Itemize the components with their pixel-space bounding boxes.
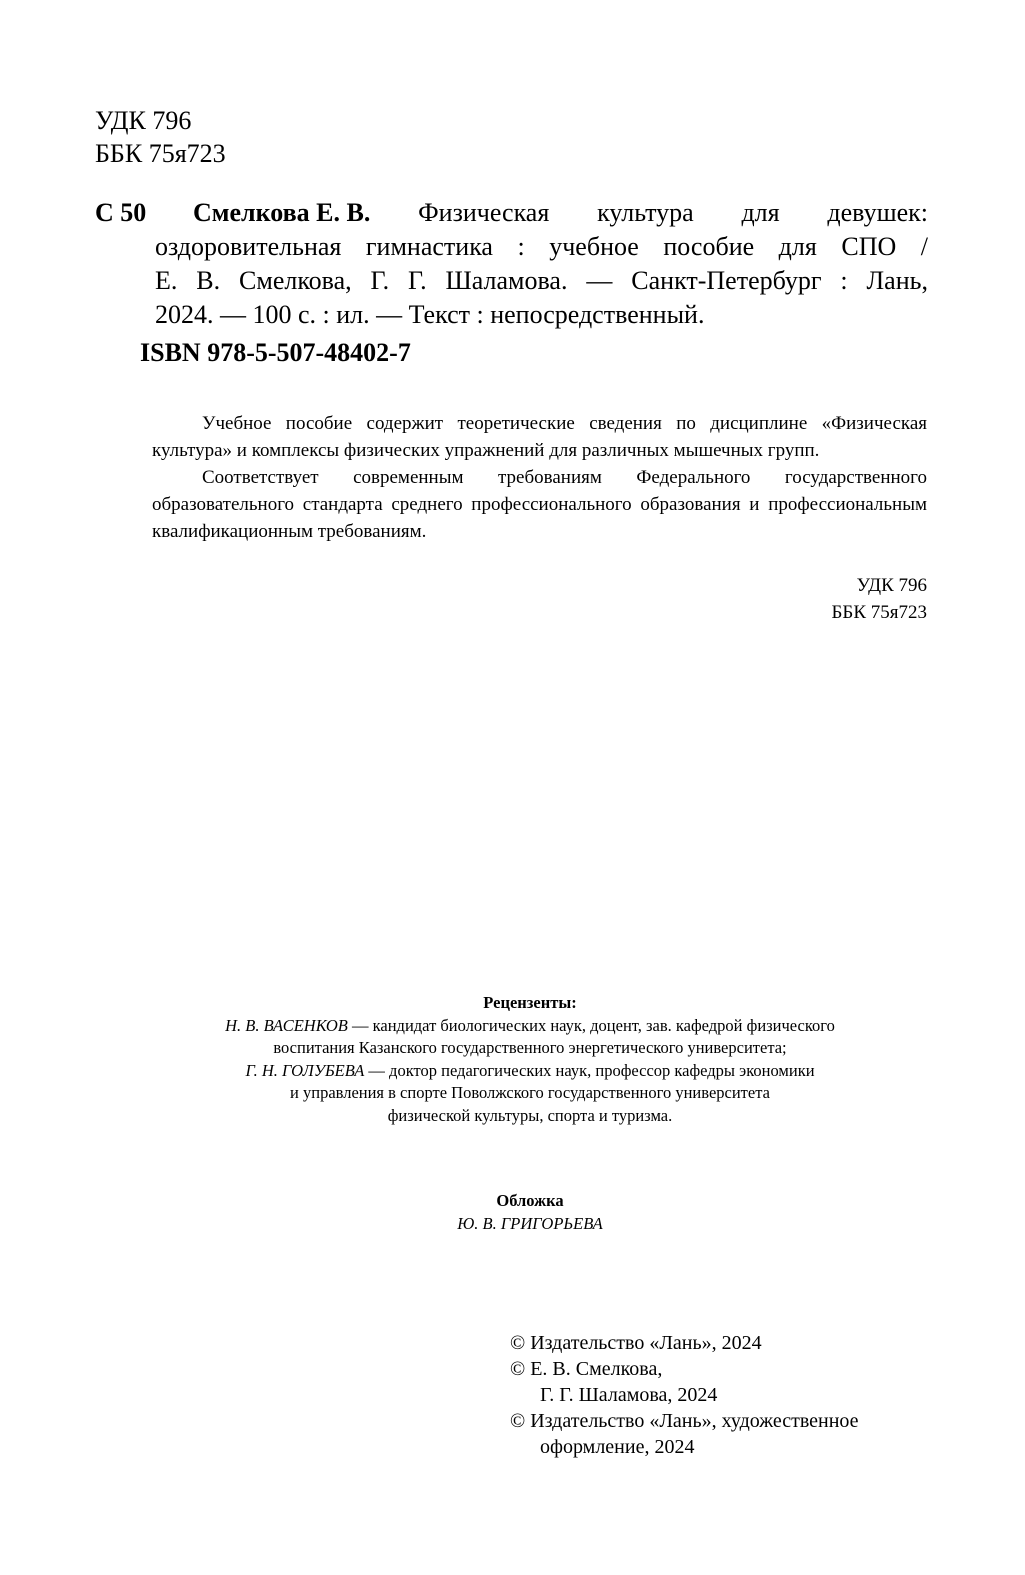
copyright-line-1: © Издательство «Лань», 2024 bbox=[510, 1332, 762, 1354]
bibliographic-record bbox=[95, 196, 928, 332]
biblio-first-line bbox=[95, 196, 928, 230]
cover-designer: Ю. В. ГРИГОРЬЕВА bbox=[457, 1213, 603, 1233]
classification-header bbox=[95, 104, 226, 170]
cover-credit bbox=[150, 1190, 910, 1235]
reviewer-1-name: Н. В. ВАСЕНКОВ bbox=[225, 1015, 348, 1035]
bbk-code-repeat: ББК 75я723 bbox=[831, 602, 927, 623]
biblio-line-4: 2024. — 100 с. : ил. — Текст : непосредственный. bbox=[155, 300, 705, 329]
isbn: ISBN 978-5-507-48402-7 bbox=[140, 338, 411, 367]
biblio-line-3: Е. В. Смелкова, Г. Г. Шаламова. — Санкт-Петербург : Лань, bbox=[155, 266, 928, 295]
reviewer-2-line-3: физической культуры, спорта и туризма. bbox=[387, 1105, 673, 1125]
reviewer-1-line-2: воспитания Казанского государственного энергетического университета; bbox=[273, 1038, 787, 1057]
reviewers-block bbox=[150, 992, 910, 1127]
reviewer-1-desc: — кандидат биологических наук, доцент, зав. кафедрой физического bbox=[347, 1015, 835, 1035]
copyright-line-4: © Издательство «Лань», художественное bbox=[510, 1410, 859, 1432]
reviewer-1-line-1 bbox=[150, 1015, 910, 1038]
bbk-code: ББК 75я723 bbox=[95, 139, 226, 168]
classification-footer bbox=[832, 572, 927, 626]
author-mark: С 50 bbox=[95, 198, 147, 227]
reviewer-2-desc: — доктор педагогических наук, профессор кафедры экономики bbox=[364, 1060, 815, 1080]
annotation-paragraph-1: Учебное пособие содержит теоретические сведения по дисциплине «Физическая культура» и комплексы физических упражнений для различных мышечных групп. bbox=[152, 413, 927, 461]
copyright-line-2: © Е. В. Смелкова, bbox=[510, 1358, 663, 1380]
reviewers-heading: Рецензенты: bbox=[483, 993, 577, 1012]
reviewer-2-name: Г. Н. ГОЛУБЕВА bbox=[245, 1060, 365, 1080]
copyright-line-5: оформление, 2024 bbox=[540, 1436, 695, 1458]
title-word: для bbox=[741, 198, 780, 227]
annotation-paragraph-2: Соответствует современным требованиям Федерального государственного образовательного стандарта среднего профессионального образования и профессиональным квалификационным требованиям. bbox=[152, 467, 927, 542]
title-word: девушек: bbox=[827, 198, 928, 227]
copyright-block bbox=[510, 1330, 859, 1460]
title-word: культура bbox=[597, 198, 694, 227]
title-word: Физическая bbox=[418, 198, 550, 227]
biblio-first-line-words bbox=[193, 196, 928, 230]
udk-code-repeat: УДК 796 bbox=[856, 575, 927, 596]
cover-heading: Обложка bbox=[496, 1191, 564, 1210]
udk-code: УДК 796 bbox=[95, 106, 192, 135]
annotation bbox=[152, 410, 927, 545]
copyright-line-3: Г. Г. Шаламова, 2024 bbox=[540, 1384, 718, 1406]
reviewer-2-line-1 bbox=[150, 1060, 910, 1083]
biblio-line-2: оздоровительная гимнастика : учебное пособие для СПО / bbox=[155, 232, 928, 261]
author-name: Смелкова Е. В. bbox=[193, 198, 371, 227]
reviewer-2-line-2: и управления в спорте Поволжского государственного университета bbox=[290, 1083, 770, 1102]
